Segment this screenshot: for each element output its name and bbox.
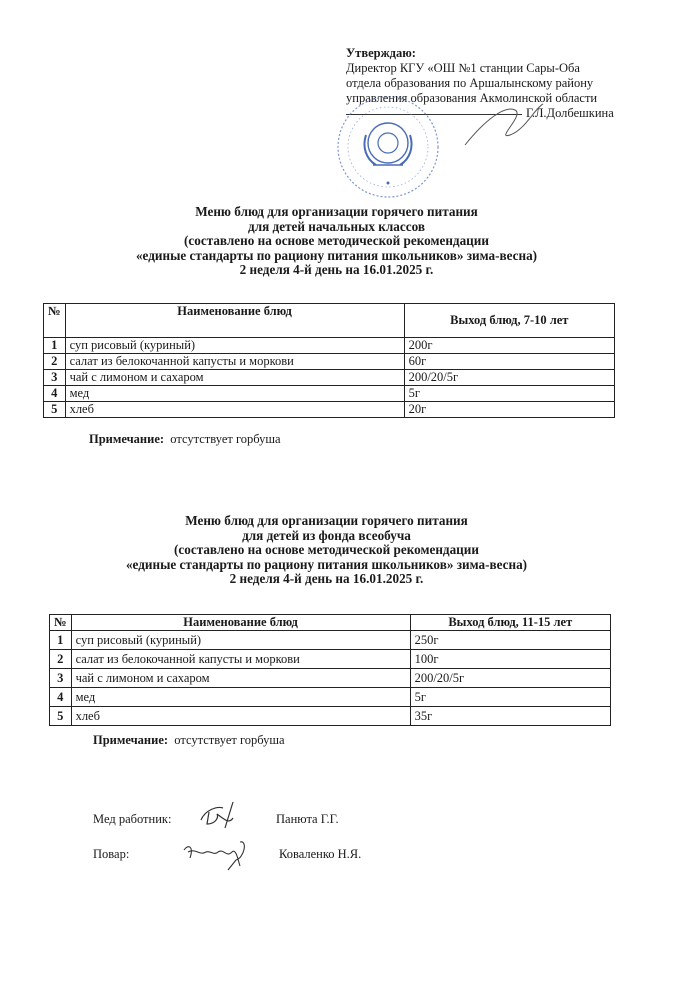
table-row [50, 688, 611, 707]
row-number: 5 [44, 402, 66, 418]
note-text: отсутствует горбуша [174, 733, 285, 747]
title-line: 2 неделя 4-й день на 16.01.2025 г. [229, 571, 424, 587]
dish-name: чай с лимоном и сахаром [65, 370, 404, 386]
row-number: 1 [50, 631, 72, 650]
dish-name: салат из белокочанной капусты и моркови [71, 650, 410, 669]
col-number-header: № [44, 304, 66, 338]
dish-yield: 250г [410, 631, 610, 650]
dish-yield: 20г [404, 402, 614, 418]
dish-name: суп рисовый (куриный) [65, 338, 404, 354]
approval-line: отдела образования по Аршалынскому району [346, 76, 594, 90]
table-row [44, 354, 615, 370]
title-line: «единые стандарты по рациону питания школьников» зима-весна) [135, 247, 538, 263]
row-number: 3 [50, 669, 72, 688]
dish-yield: 35г [410, 707, 610, 726]
approval-line: управления образования Акмолинской области [346, 91, 598, 105]
title-line: «единые стандарты по рациону питания школьников» зима-весна) [125, 556, 528, 572]
row-number: 1 [44, 338, 66, 354]
dish-yield: 60г [404, 354, 614, 370]
table-row [44, 402, 615, 418]
table-row [50, 669, 611, 688]
table-row [50, 707, 611, 726]
row-number: 5 [50, 707, 72, 726]
menu-2-table [49, 614, 611, 726]
signature-cook-name: Коваленко Н.Я. [279, 847, 362, 861]
med-worker-signature-icon [195, 798, 245, 832]
title-line: для детей из фонда всеобуча [242, 527, 411, 543]
row-number: 4 [50, 688, 72, 707]
col-number-header: № [50, 615, 72, 631]
dish-name: хлеб [71, 707, 410, 726]
note-label: Примечание: [89, 432, 165, 446]
dish-name: мед [71, 688, 410, 707]
row-number: 2 [44, 354, 66, 370]
title-line: (составлено на основе методической рекомендации [184, 233, 489, 249]
dish-name: суп рисовый (куриный) [71, 631, 410, 650]
col-dish-header: Наименование блюд [71, 615, 410, 631]
table-row [44, 370, 615, 386]
row-number: 3 [44, 370, 66, 386]
dish-yield: 200/20/5г [404, 370, 614, 386]
note-label: Примечание: [93, 733, 169, 747]
dish-yield: 5г [404, 386, 614, 402]
dish-yield: 100г [410, 650, 610, 669]
table-row [44, 338, 615, 354]
dish-name: мед [65, 386, 404, 402]
title-line: (составлено на основе методической рекомендации [174, 542, 479, 558]
title-line: Меню блюд для организации горячего питания [185, 513, 468, 528]
note-text: отсутствует горбуша [170, 432, 281, 446]
table-row [44, 386, 615, 402]
approval-signatory: Г.Л.Долбешкина [526, 106, 614, 120]
row-number: 2 [50, 650, 72, 669]
menu-2-note [93, 733, 285, 748]
title-line: Меню блюд для организации горячего питания [195, 204, 478, 219]
menu-1-title [0, 205, 673, 278]
menu-2-title [0, 514, 663, 587]
signature-cook-role: Повар: [93, 847, 130, 861]
approval-line: Директор КГУ «ОШ №1 станции Сары-Оба [346, 61, 580, 75]
title-line: для детей начальных классов [248, 218, 425, 234]
menu-1-table [43, 303, 615, 418]
signature-med-worker-name: Панюта Г.Г. [276, 812, 339, 826]
approval-heading: Утверждаю: [346, 46, 416, 60]
dish-yield: 5г [410, 688, 610, 707]
row-number: 4 [44, 386, 66, 402]
dish-name: салат из белокочанной капусты и моркови [65, 354, 404, 370]
menu-1-note [89, 432, 281, 447]
dish-name: чай с лимоном и сахаром [71, 669, 410, 688]
col-dish-header: Наименование блюд [65, 304, 404, 338]
dish-name: хлеб [65, 402, 404, 418]
col-yield-header: Выход блюд, 7-10 лет [404, 304, 614, 338]
dish-yield: 200г [404, 338, 614, 354]
table-header-row [44, 304, 615, 338]
dish-yield: 200/20/5г [410, 669, 610, 688]
signature-med-worker-role: Мед работник: [93, 812, 172, 826]
title-line: 2 неделя 4-й день на 16.01.2025 г. [239, 262, 434, 278]
official-seal-icon [318, 95, 458, 200]
director-signature-icon [455, 100, 545, 150]
table-header-row [50, 615, 611, 631]
col-yield-header: Выход блюд, 11-15 лет [410, 615, 610, 631]
table-row [50, 631, 611, 650]
table-row [50, 650, 611, 669]
cook-signature-icon [178, 836, 253, 874]
